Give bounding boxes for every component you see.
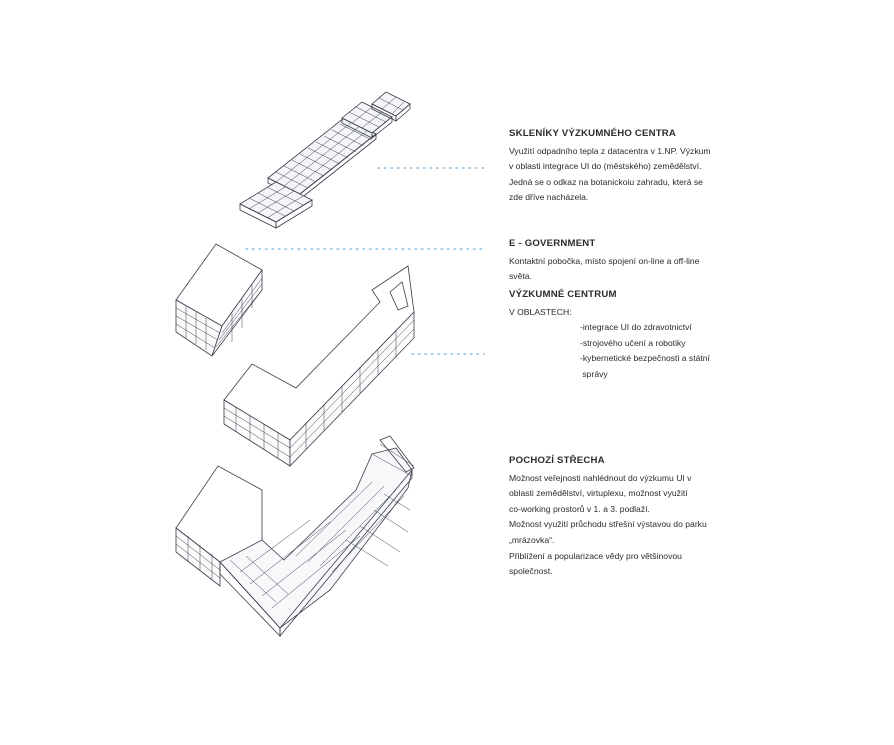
section-egov: [509, 236, 739, 285]
roof-line: společnost.: [509, 566, 553, 577]
egov-line: Kontaktní pobočka, místo spojení on-line a off-line: [509, 255, 700, 266]
greenhouse-modules: [240, 92, 410, 228]
research-item: -kybernetické bezpečnosti a státní: [580, 353, 710, 364]
roof-level-block: [176, 436, 414, 636]
greenhouses-title: SKLENÍKY VÝZKUMNÉHO CENTRA: [509, 128, 677, 139]
greenhouses-line: zde dříve nacházela.: [509, 192, 589, 203]
research-title: VÝZKUMNÉ CENTRUM: [509, 289, 617, 300]
greenhouses-line: Jedná se o odkaz na botanickoiu zahradu, která se: [509, 176, 703, 187]
research-item: -strojového učení a robotiky: [580, 337, 686, 348]
roof-line: „mrázovka“.: [509, 534, 555, 545]
greenhouses-line: v oblasti integrace UI do (městského) zemědělství.: [509, 161, 702, 172]
roof-line: Možnost využití průchodu střešní výstavou do parku: [509, 519, 707, 530]
research-item: -integrace UI do zdravotnictví: [580, 322, 692, 333]
egov-title: E - GOVERNMENT: [509, 238, 596, 249]
roof-line: Možnost veřejnosti nahlédnout do výzkumu UI v: [509, 472, 692, 483]
section-greenhouses: [509, 126, 739, 206]
research-subtitle: V OBLASTECH:: [509, 306, 572, 317]
greenhouses-line: Využití odpadního tepla z datacentra v 1.NP. Výzkum: [509, 145, 711, 156]
roof-line: Přiblížení a popularizace vědy pro většinovou: [509, 550, 682, 561]
section-research: [509, 287, 739, 383]
section-roof: [509, 453, 739, 580]
egov-line: světa.: [509, 271, 532, 282]
roof-line: co-working prostorů v 1. a 3. podlaží.: [509, 503, 650, 514]
egov-block: [176, 244, 262, 356]
roof-line: oblasti zemědělství, virtuplexu, možnost využití: [509, 488, 688, 499]
research-item: správy: [580, 368, 608, 379]
roof-title: POCHOZÍ STŘECHA: [509, 455, 605, 466]
